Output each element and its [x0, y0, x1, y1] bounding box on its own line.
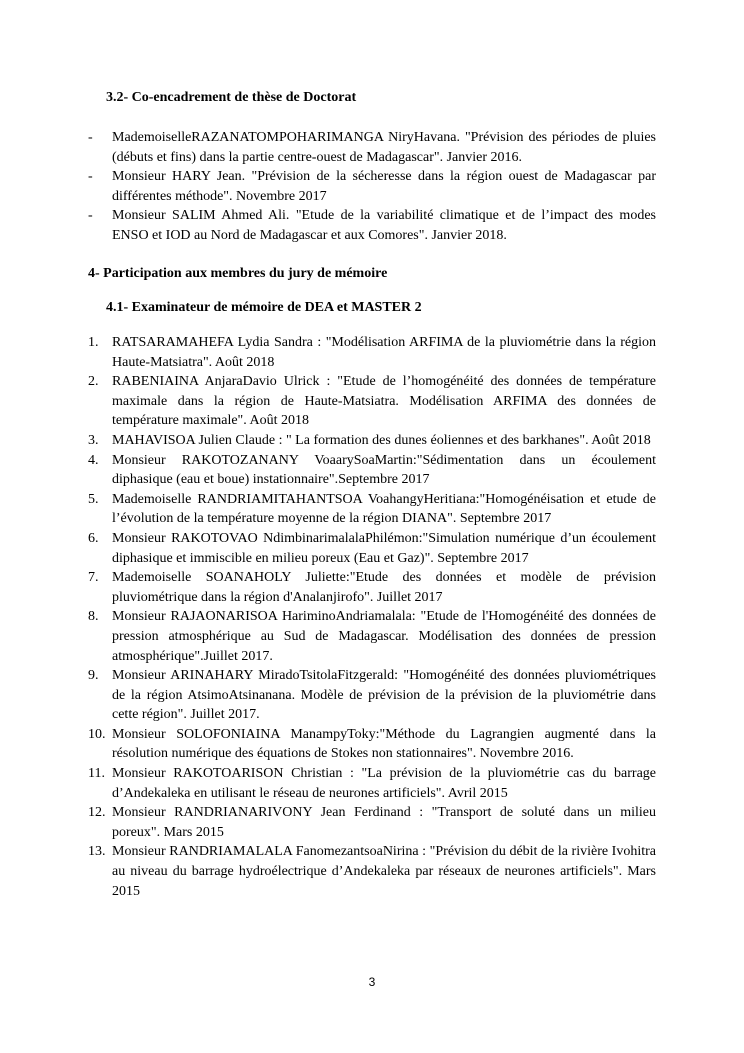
- list-item: 9. Monsieur ARINAHARY MiradoTsitolaFitzgerald: "Homogénéité des données pluviométriques de la région AtsimoAtsinanana. Modèle de prévision de la prévision de la pluviométrie dans cette région". Juillet 2017.: [88, 668, 656, 723]
- section-3-2-heading: 3.2- Co-encadrement de thèse de Doctorat: [106, 90, 357, 105]
- list-item: 10. Monsieur SOLOFONIAINA ManampyToky:"Méthode du Lagrangien augmenté dans la résolution numérique des équations de Stokes non stationnaires". Novembre 2016.: [88, 726, 656, 762]
- section-4-heading: 4- Participation aux membres du jury de mémoire: [88, 266, 388, 281]
- list-item: 12. Monsieur RANDRIANARIVONY Jean Ferdinand : "Transport de soluté dans un milieu poreux". Mars 2015: [88, 805, 656, 840]
- dash-bullet: -: [88, 130, 93, 145]
- list-item: 4. Monsieur RAKOTOZANANY VoaarySoaMartin:"Sédimentation dans un écoulement diphasique (eau et boue) instationnaire".Septembre 2017: [88, 452, 656, 488]
- list-item: 11. Monsieur RAKOTOARISON Christian : "La prévision de la pluviométrie cas du barrage d’Andekaleka en utilisant le réseau de neurones artificiels". Avril 2015: [88, 766, 656, 801]
- list-item: 2. RABENIAINA AnjaraDavio Ulrick : "Etude de l’homogénéité des données de température maximale dans la région de Haute-Matsiatra. Modélisation ARFIMA des données de température maximale". Août 2018: [88, 374, 656, 429]
- list-item: 3. MAHAVISOA Julien Claude : " La formation des dunes éoliennes et des barkhanes". Août 2018: [88, 432, 651, 448]
- dash-bullet: -: [88, 169, 93, 185]
- list-item: 1. RATSARAMAHEFA Lydia Sandra : "Modélisation ARFIMA de la pluviométrie dans la région Haute-Matsiatra". Août 2018: [88, 335, 656, 370]
- dash-bullet: -: [88, 208, 93, 224]
- list-item: - MademoiselleRAZANATOMPOHARIMANGA NiryHavana. "Prévision des périodes de pluies (débuts et fins) dans la partie centre-ouest de Madagascar". Janvier 2016.: [88, 130, 656, 165]
- list-item: - Monsieur SALIM Ahmed Ali. "Etude de la variabilité climatique et de l’impact des modes ENSO et IOD au Nord de Madagascar et aux Comores". Janvier 2018.: [88, 208, 656, 243]
- doctorate-supervision-list: [88, 128, 656, 246]
- list-item: 6. Monsieur RAKOTOVAO NdimbinarimalalaPhilémon:"Simulation numérique d’un écoulement diphasique et immiscible en milieu poreux (Eau et Gaz)". Septembre 2017: [88, 530, 656, 566]
- section-4-1-heading: 4.1- Examinateur de mémoire de DEA et MASTER 2: [106, 300, 422, 315]
- list-item: - Monsieur HARY Jean. "Prévision de la sécheresse dans la région ouest de Madagascar par différentes méthode". Novembre 2017: [88, 169, 656, 204]
- list-item: 13. Monsieur RANDRIAMALALA FanomezantsoaNirina : "Prévision du débit de la rivière Ivohitra au niveau du barrage hydroélectrique d’Andekaleka par réseaux de neurones artificiels". Mars 2015: [88, 844, 656, 899]
- list-item: 8. Monsieur RAJAONARISOA HariminoAndriamalala: "Etude de l'Homogénéité des données de pression atmosphérique au Sud de Madagascar. Modélisation des données de pression atmosphérique".Juillet 2017.: [88, 609, 656, 664]
- page-number: 3: [368, 975, 376, 989]
- jury-examiner-list: [88, 333, 656, 901]
- list-item: 7. Mademoiselle SOANAHOLY Juliette:"Etude des données et modèle de prévision pluviométrique dans la région d'Analanjirofo". Juillet 2017: [88, 570, 656, 605]
- list-item: 5. Mademoiselle RANDRIAMITAHANTSOA VoahangyHeritiana:"Homogénéisation et etude de l’évolution de la température moyenne de la région DIANA". Septembre 2017: [88, 491, 656, 527]
